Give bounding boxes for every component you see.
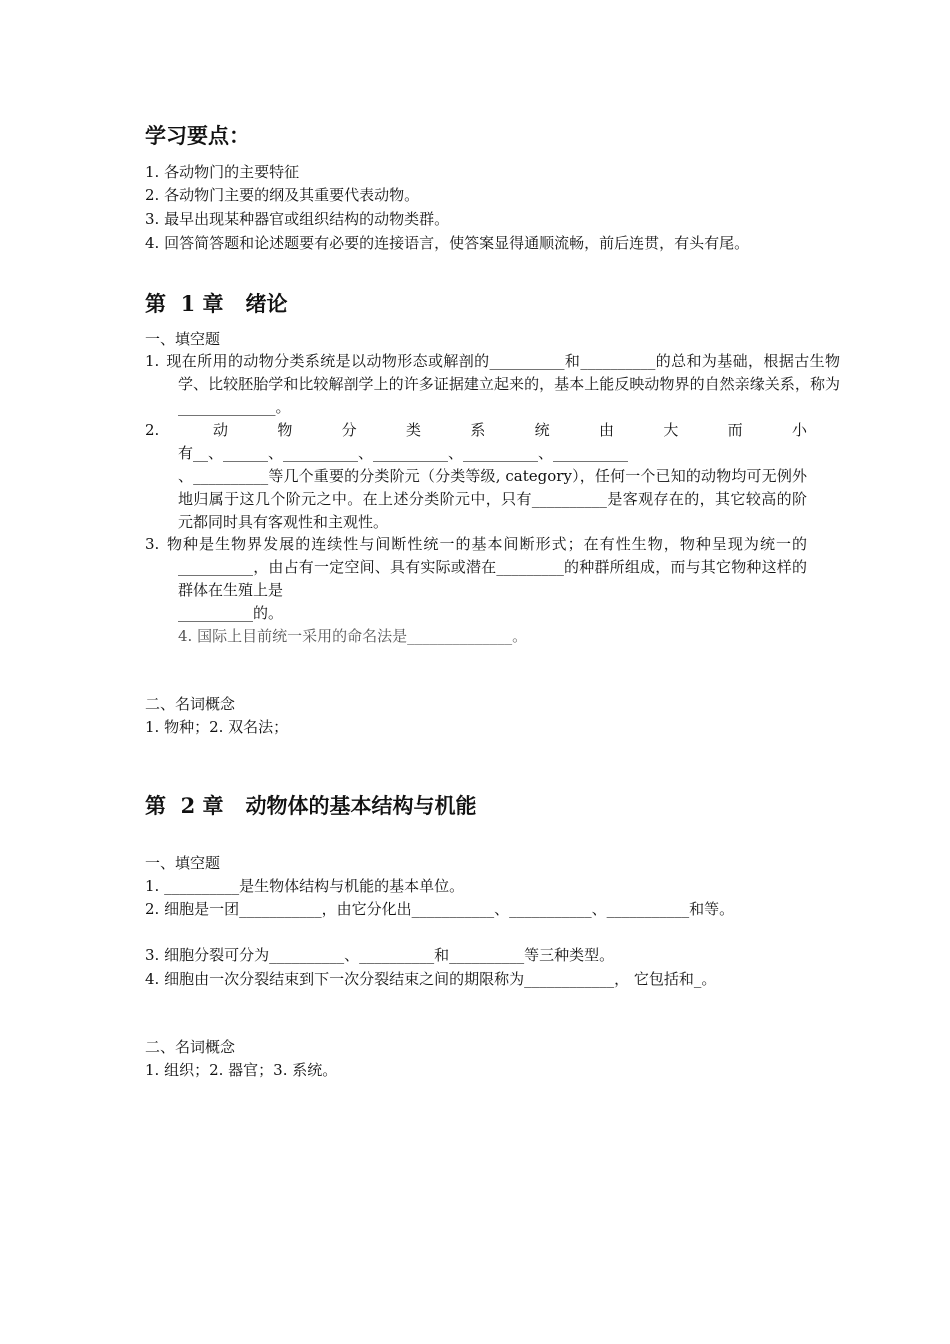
question-2-line-2: 有__、______、__________、__________、__________、__________ [178,444,629,462]
question-number: 3. [145,535,160,553]
chapter-2-concepts: 1. 组织；2. 器官；3. 系统。 [145,1061,338,1079]
chapter-1-question-4: 4. 国际上目前统一采用的命名法是______________。 [178,627,528,645]
chapter-2-fill-heading: 一、填空题 [145,854,221,872]
chapter-1-question-1 [145,350,840,419]
chapter-2-title: 第 2 章 动物体的基本结构与机能 [145,793,477,818]
study-point-1: 1. 各动物门的主要特征 [145,163,300,181]
question-2-line-1: 动物分类系统由大而小 [213,421,807,439]
chapter-2-question-3: 3. 细胞分裂可分为__________、__________和__________等三种类型。 [145,946,615,964]
study-points-heading: 学习要点： [145,123,250,148]
question-number: 1. [145,352,160,370]
chapter-2-question-1: 1. __________是生物体结构与机能的基本单位。 [145,877,465,895]
study-point-4: 4. 回答简答题和论述题要有必要的连接语言，使答案显得通顺流畅，前后连贯，有头有尾。 [145,234,750,252]
chapter-1-fill-heading: 一、填空题 [145,330,221,348]
question-2-line-3: 、__________等几个重要的分类阶元（分类等级, category），任何一个已知的动物均可无例外地归属于这几个阶元之中。在上述分类阶元中，只有__________是客观存在的，其它较高的阶元都同时具有客观性和主观性。 [178,467,807,531]
chapter-1-question-2 [145,419,807,534]
chapter-1-concepts: 1. 物种；2. 双名法； [145,718,289,736]
chapter-2-question-2: 2. 细胞是一团___________，由它分化出___________、___________、___________和等。 [145,900,735,918]
chapter-2-concept-heading: 二、名词概念 [145,1038,236,1056]
question-text: 现在所用的动物分类系统是以动物形态或解剖的__________和__________的总和为基础，根据古生物学、比较胚胎学和比较解剖学上的许多证据建立起来的，基本上能反映动物界的自然亲缘关系，称为_____________。 [166,352,840,416]
study-point-2: 2. 各动物门主要的纲及其重要代表动物。 [145,186,420,204]
chapter-1-title: 第 1 章 绪论 [145,291,288,316]
chapter-1-concept-heading: 二、名词概念 [145,695,236,713]
chapter-2-question-4: 4. 细胞由一次分裂结束到下一次分裂结束之间的期限称为____________， 它包括和_。 [145,970,717,988]
question-number: 2. [145,421,160,439]
question-3-text: 物种是生物界发展的连续性与间断性统一的基本间断形式；在有性生物，物种呈现为统一的__________，由占有一定空间、具有实际或潜在_________的种群所组成，而与其它物种这样的群体在生殖上是 [166,535,807,599]
chapter-1-question-3 [145,533,807,625]
study-point-3: 3. 最早出现某种器官或组织结构的动物类群。 [145,210,450,228]
question-3-continuation: __________的。 [178,604,284,622]
